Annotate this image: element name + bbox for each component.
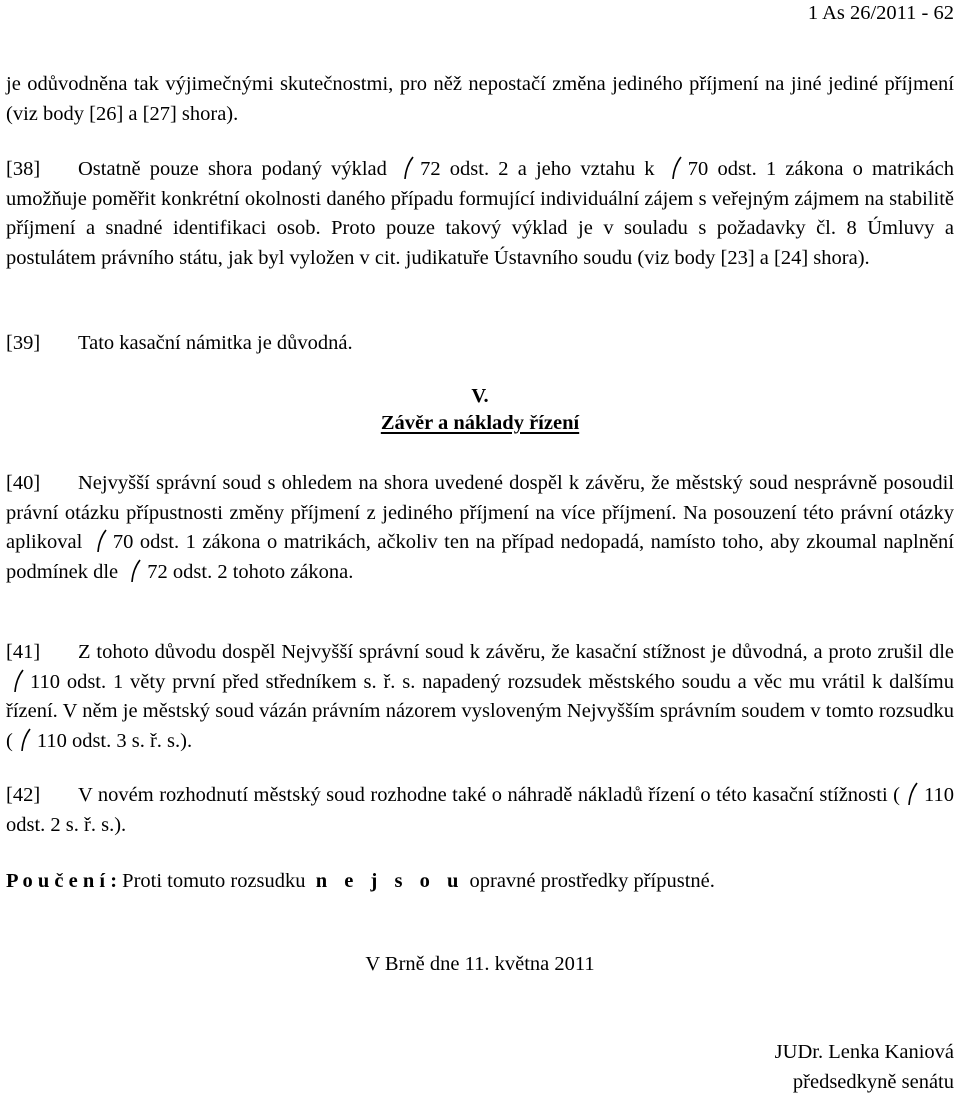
section-sign-icon <box>668 156 686 180</box>
paragraph-intro <box>6 70 954 129</box>
instruction-text: Proti tomuto rozsudku <box>122 870 306 892</box>
paragraph-text: Tato kasační námitka je důvodná. <box>78 332 353 354</box>
section-title: Závěr a náklady řízení <box>380 412 580 434</box>
paragraph-39 <box>6 329 954 359</box>
paragraph-text: 110 odst. 3 s. ř. s.). <box>36 729 193 752</box>
paragraph-text: Nejvyšší správní soud s ohledem na shora uvedené dospěl k závěru, že městský soud nesprávně posoudil právní otázku přípustnosti změny příjmení z jediného příjmení na více příjmení. Na posouzení této právní otázky aplikoval <box>6 472 954 553</box>
instruction-emphasis: n e j s o u <box>315 870 465 892</box>
paragraph-42 <box>6 781 954 840</box>
paragraph-text: Z tohoto důvodu dospěl Nejvyšší správní soud k závěru, že kasační stížnost je důvodná, a proto zrušil dle <box>78 641 954 663</box>
paragraph-text: Ostatně pouze shora podaný výklad <box>78 158 387 180</box>
instruction-label: P o u č e n í : <box>6 870 118 892</box>
paragraph-number: [42] <box>6 784 41 806</box>
paragraph-text: 72 odst. 2 a jeho vztahu k <box>420 158 655 180</box>
signatory-name: JUDr. Lenka Kaniová <box>774 1041 954 1063</box>
paragraph-text: V novém rozhodnutí městský soud rozhodne také o náhradě nákladů řízení o této kasační stížnosti ( <box>78 784 900 806</box>
paragraph-text: je odůvodněna tak výjimečnými skutečnostmi, pro něž nepostačí změna jediného příjmení na jiné jediné příjmení (viz body [26] a [27] shora). <box>6 73 954 125</box>
signature-block <box>775 1037 954 1097</box>
section-sign-icon <box>93 529 111 553</box>
paragraph-text: 110 odst. 2 s. ř. s.). <box>6 784 954 836</box>
paragraph-40 <box>6 469 954 587</box>
instruction <box>6 867 954 897</box>
instruction-text: opravné prostředky přípustné. <box>469 870 715 892</box>
paragraph-number: [41] <box>6 641 41 663</box>
section-sign-icon <box>127 559 145 583</box>
section-sign-icon <box>400 156 418 180</box>
section-sign-icon <box>904 782 922 806</box>
paragraph-number: [39] <box>6 332 41 354</box>
paragraph-41 <box>6 638 954 756</box>
case-number: 1 As 26/2011 - 62 <box>807 2 954 24</box>
signatory-role: předsedkyně senátu <box>792 1071 954 1093</box>
place-date: V Brně dne 11. května 2011 <box>365 953 595 975</box>
section-number: V. <box>471 385 489 407</box>
paragraph-text: 110 odst. 1 věty první před středníkem s. ř. s. napadený rozsudek městského soudu a věc mu vrátil k dalšímu řízení. V něm je městský soud vázán právním názorem vysloveným Nejvyšším správním soudem v tomto rozsudku ( <box>6 670 954 752</box>
section-sign-icon <box>10 669 28 693</box>
paragraph-38 <box>6 155 954 273</box>
paragraph-text: 70 odst. 1 zákona o matrikách umožňuje poměřit konkrétní okolnosti daného případu formující individuální zájem s veřejným zájmem na stabilitě příjmení a snadné identifikaci osob. Proto pouze takový výklad je v souladu s požadavky čl. 8 Úmluvy a postulátem právního státu, jak byl vyložen v cit. judikatuře Ústavního soudu (viz body [23] a [24] shora). <box>6 158 955 269</box>
section-sign-icon <box>17 728 35 752</box>
paragraph-number: [40] <box>6 472 41 494</box>
paragraph-text: 70 odst. 1 zákona o matrikách, ačkoliv ten na případ nedopadá, namísto toho, aby zkoumal naplnění podmínek dle <box>6 531 954 583</box>
paragraph-text: 72 odst. 2 tohoto zákona. <box>147 560 354 583</box>
paragraph-number: [38] <box>6 158 41 180</box>
